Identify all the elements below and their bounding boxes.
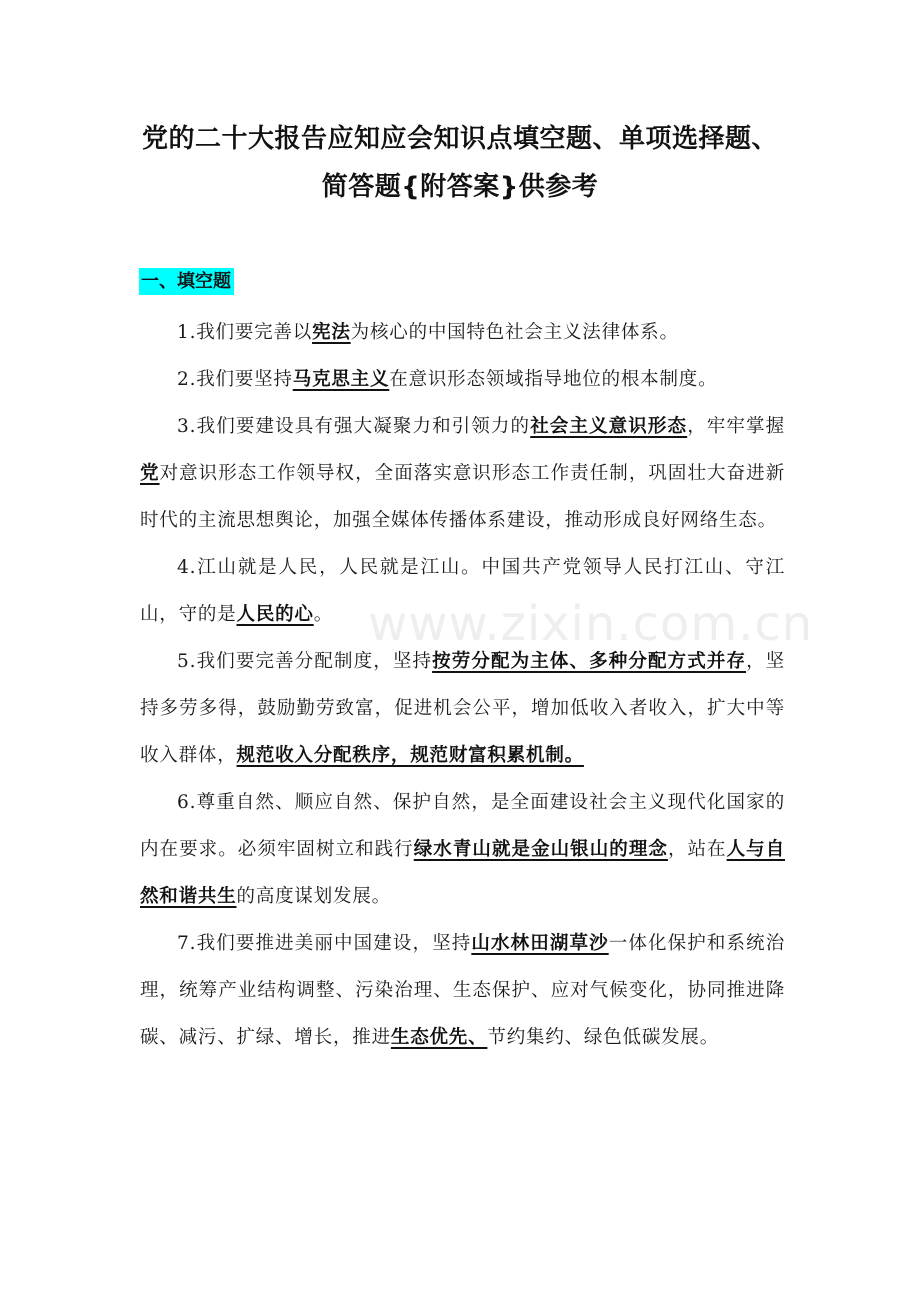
question-text: 的高度谋划发展。: [236, 886, 391, 907]
question-item: [140, 403, 785, 544]
answer-blank: 人民的心: [236, 604, 314, 625]
question-text: 节约集约、绿色低碳发展。: [487, 1027, 720, 1048]
question-item: [140, 920, 785, 1061]
question-text: 。: [313, 604, 334, 625]
question-list: [140, 309, 785, 1061]
answer-blank: 党: [140, 463, 160, 484]
question-text: 6.尊重自然、顺应自然、保护自然，是全面建设社会主义现代化国家的内在要求。必须牢固树立和践行: [140, 792, 785, 860]
question-item: [140, 309, 785, 356]
question-text: 5.我们要完善分配制度，坚持: [177, 651, 433, 672]
watermark: www.zixin.com.cn: [368, 596, 814, 652]
answer-blank: 按劳分配为主体、多种分配方式并存: [432, 651, 747, 672]
question-text: 1.我们要完善以: [177, 322, 313, 343]
section-heading: 一、填空题: [139, 268, 234, 295]
question-text: 一体化保护和系统治理，统筹产业结构调整、污染治理、生态保护、应对气候变化，协同推进降碳、减污、扩绿、增长，推进: [140, 933, 785, 1048]
question-item: [140, 356, 785, 403]
question-item: [140, 544, 785, 638]
question-text: 为核心的中国特色社会主义法律体系。: [350, 322, 679, 343]
question-item: [140, 638, 785, 779]
question-text: 3.我们要建设具有强大凝聚力和引领力的: [177, 416, 531, 437]
answer-blank: 马克思主义: [292, 369, 390, 390]
answer-blank: 社会主义意识形态: [530, 416, 688, 437]
question-text: ，牢牢掌握: [687, 416, 785, 437]
answer-blank: 人与自然和谐共生: [140, 839, 786, 907]
question-text: 在意识形态领域指导地位的根本制度。: [389, 369, 718, 390]
question-text: ，坚持多劳多得，鼓励勤劳致富，促进机会公平，增加低收入者收入，扩大中等收入群体，: [140, 651, 785, 766]
answer-blank: 规范收入分配秩序，规范财富积累机制。: [236, 745, 584, 766]
document-title-line-1: 党的二十大报告应知应会知识点填空题、单项选择题、: [141, 124, 778, 154]
answer-blank: 绿水青山就是金山银山的理念: [413, 839, 668, 860]
question-text: ，站在: [667, 839, 727, 860]
question-text: 对意识形态工作领导权，全面落实意识形态工作责任制，巩固壮大奋进新时代的主流思想舆论，加强全媒体传播体系建设，推动形成良好网络生态。: [140, 463, 785, 531]
question-item: [140, 779, 785, 920]
document-title-line-2: 简答题{附答案}供参考: [321, 172, 599, 202]
question-text: 7.我们要推进美丽中国建设，坚持: [177, 933, 472, 954]
answer-blank: 宪法: [312, 322, 351, 343]
answer-blank: 山水林田湖草沙: [471, 933, 609, 954]
question-text: 2.我们要坚持: [177, 369, 293, 390]
answer-blank: 生态优先、: [390, 1027, 488, 1048]
question-text: 4.江山就是人民，人民就是江山。中国共产党领导人民打江山、守江山，守的是: [140, 557, 785, 625]
